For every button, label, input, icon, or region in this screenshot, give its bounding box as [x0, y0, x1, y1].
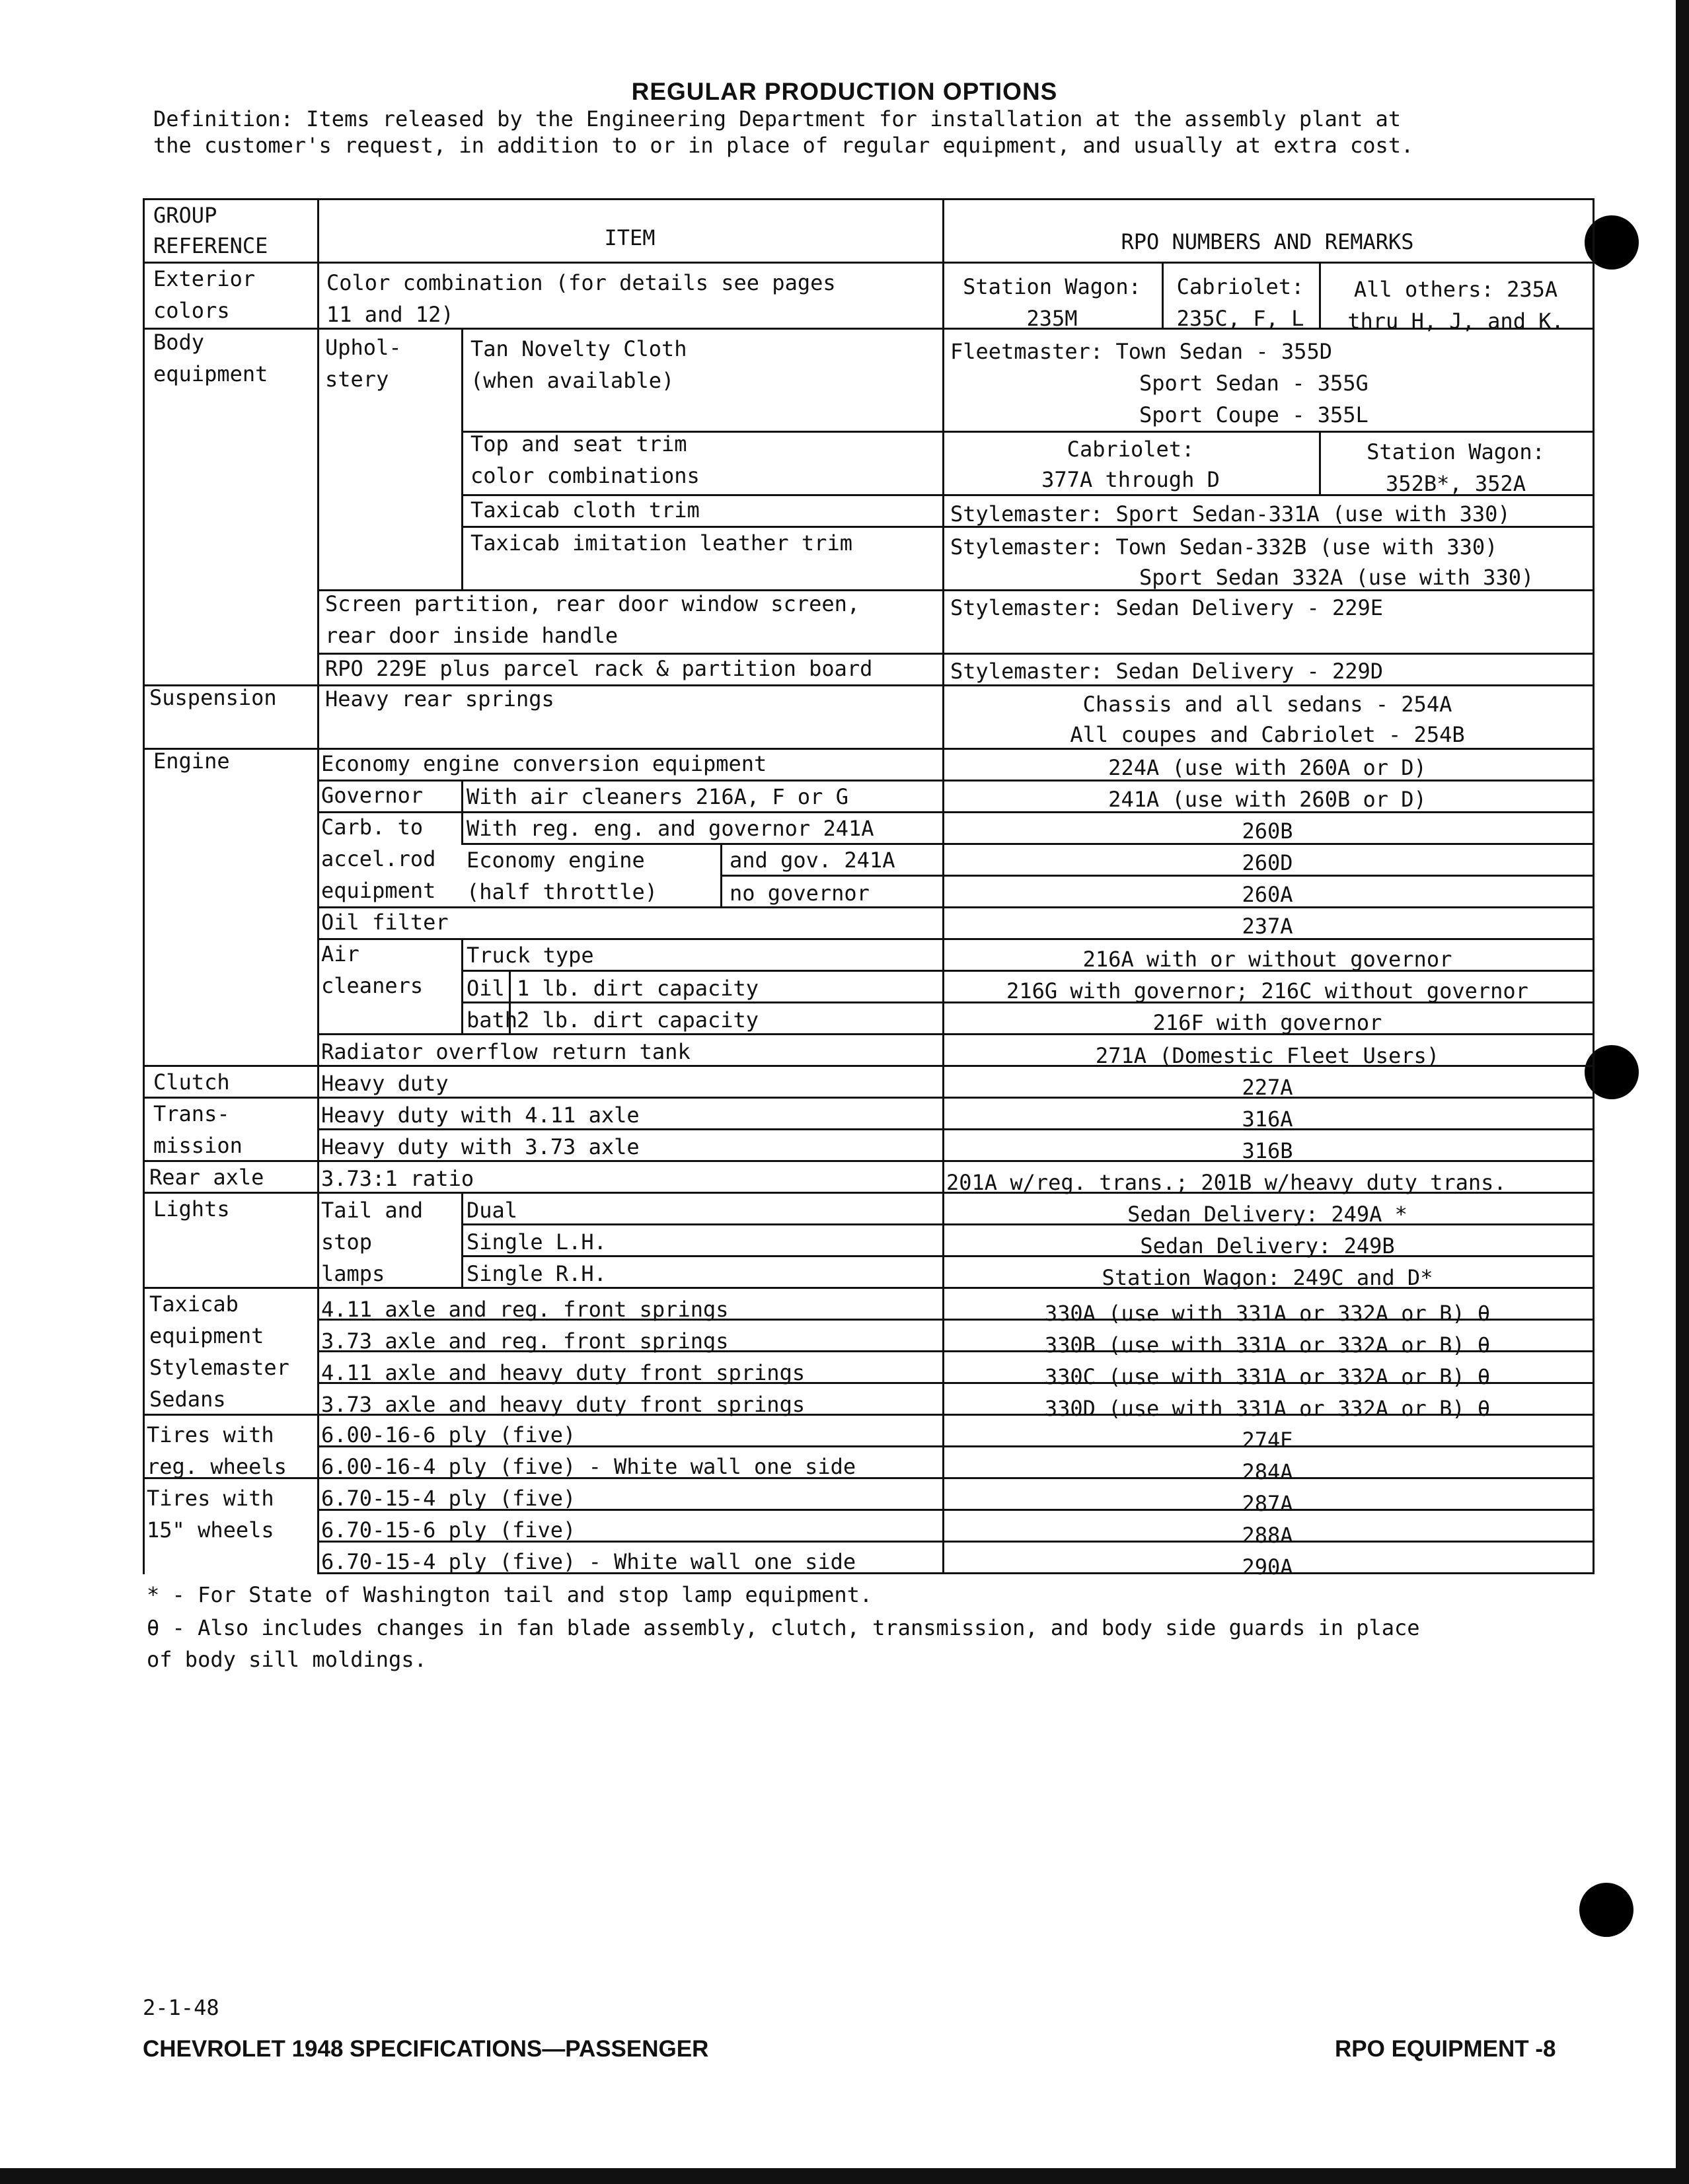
rpo-text: 274E [1242, 1428, 1293, 1453]
table-rule [720, 843, 722, 906]
header-remarks: RPO NUMBERS AND REMARKS [1121, 229, 1414, 254]
rpo-text: 260B [1242, 819, 1293, 844]
rpo-text: 216F with governor [1152, 1010, 1382, 1035]
definition-paragraph [153, 106, 1594, 159]
rpo-text: Station Wagon: [963, 274, 1141, 299]
rpo-text: 330B (use with 331A or 332A or B) θ [1044, 1332, 1491, 1358]
item-text: Heavy rear springs [325, 686, 554, 711]
table-rule [143, 198, 145, 1574]
group-label: Taxicab [149, 1292, 239, 1317]
item-text: stery [325, 367, 389, 392]
footer-date: 2-1-48 [143, 1995, 219, 2020]
group-label: Tires with [147, 1422, 274, 1447]
group-label: Body [153, 330, 205, 355]
rpo-text: 330D (use with 331A or 332A or B) θ [1044, 1396, 1491, 1421]
rpo-text: 284A [1242, 1459, 1293, 1484]
item-text: Single L.H. [467, 1229, 607, 1255]
group-label: Tires with [147, 1486, 274, 1511]
item-text: Single R.H. [467, 1261, 607, 1286]
rpo-text: 316B [1242, 1138, 1293, 1163]
item-text: Governor [321, 783, 424, 808]
rpo-text: 271A (Domestic Fleet Users) [1095, 1043, 1440, 1068]
item-text: Taxicab imitation leather trim [470, 530, 852, 556]
item-text: rear door inside handle [325, 623, 619, 648]
item-text: (when available) [470, 368, 675, 393]
rpo-text: 260A [1242, 882, 1293, 907]
rpo-text: 224A (use with 260A or D) [1108, 755, 1427, 780]
rpo-text: Station Wagon: 249C and D* [1102, 1265, 1433, 1290]
rpo-text: Sedan Delivery: 249B [1140, 1233, 1395, 1258]
item-text: With reg. eng. and governor 241A [467, 816, 874, 841]
item-text: 3.73 axle and heavy duty front springs [321, 1392, 806, 1417]
rpo-text: Stylemaster: Sedan Delivery - 229D [950, 659, 1384, 684]
item-text: 4.11 axle and reg. front springs [321, 1297, 729, 1322]
footnote-theta-cont: of body sill moldings. [147, 1647, 427, 1672]
rpo-text: Stylemaster: Town Sedan-332B (use with 330) [950, 534, 1498, 560]
item-text: Oil filter [321, 910, 449, 935]
item-text: 11 and 12) [326, 302, 454, 327]
punch-hole-bottom [1579, 1883, 1633, 1937]
rpo-text: 260D [1242, 850, 1293, 875]
item-text: Carb. to [321, 815, 424, 840]
item-text: 3.73:1 ratio [321, 1166, 474, 1191]
rpo-text: Sport Sedan 332A (use with 330) [1139, 565, 1534, 590]
rpo-text: All others: 235A [1353, 277, 1558, 302]
item-text: Dual [467, 1198, 518, 1223]
header-group: GROUP [153, 203, 217, 228]
definition-line: Definition: Items released by the Engineering Department for installation at the assembly plant at [153, 106, 1402, 131]
rpo-text: 352B*, 352A [1386, 471, 1526, 496]
rpo-text: 241A (use with 260B or D) [1108, 787, 1427, 812]
item-text: Air [321, 941, 359, 966]
item-text: Heavy duty with 4.11 axle [321, 1103, 640, 1128]
group-label: Lights [153, 1196, 230, 1221]
group-label: Engine [153, 748, 230, 774]
page-edge-bottom [0, 2168, 1689, 2184]
item-text: color combinations [470, 463, 700, 488]
rpo-text: thru H, J, and K. [1347, 309, 1564, 334]
rpo-text: Fleetmaster: Town Sedan - 355D [950, 339, 1332, 364]
item-text: Oil [467, 976, 505, 1001]
item-text: Heavy duty with 3.73 axle [321, 1134, 640, 1159]
table-rule [143, 198, 1594, 200]
group-label: Suspension [149, 685, 277, 710]
group-label: Trans- [153, 1101, 230, 1126]
item-text: Economy engine conversion equipment [321, 751, 767, 776]
rpo-text: Station Wagon: [1367, 439, 1545, 464]
rpo-text: Sport Sedan - 355G [1139, 371, 1369, 396]
rpo-text: Chassis and all sedans - 254A [1082, 692, 1452, 717]
item-text: With air cleaners 216A, F or G [467, 784, 848, 809]
rpo-text: 330C (use with 331A or 332A or B) θ [1044, 1364, 1491, 1389]
item-text: no governor [730, 881, 870, 906]
group-label: reg. wheels [147, 1454, 287, 1479]
rpo-text: All coupes and Cabriolet - 254B [1070, 722, 1465, 747]
item-text: (half throttle) [467, 879, 657, 904]
item-text: stop [321, 1229, 373, 1255]
item-text: bath [467, 1007, 518, 1033]
rpo-text: 201A w/reg. trans.; 201B w/heavy duty trans. [946, 1170, 1507, 1195]
item-text: 1 lb. dirt capacity [517, 976, 759, 1001]
item-text: 3.73 axle and reg. front springs [321, 1329, 729, 1354]
item-text: Tan Novelty Cloth [470, 336, 687, 361]
rpo-text: Stylemaster: Sport Sedan-331A (use with 330) [950, 501, 1511, 527]
item-text: 6.00-16-4 ply (five) - White wall one side [321, 1454, 856, 1479]
table-rule [143, 262, 1594, 264]
item-text: cleaners [321, 973, 424, 998]
group-label: Exterior [153, 266, 256, 291]
rpo-text: 287A [1242, 1491, 1293, 1516]
header-group: REFERENCE [153, 233, 268, 258]
item-text: Heavy duty [321, 1071, 449, 1096]
rpo-text: 377A through D [1041, 467, 1220, 492]
table-rule [461, 938, 463, 1033]
item-text: Screen partition, rear door window screen, [325, 591, 860, 616]
rpo-text: 227A [1242, 1075, 1293, 1100]
footer-right: RPO EQUIPMENT -8 [1335, 2036, 1556, 2062]
group-label: Stylemaster [149, 1355, 289, 1380]
table-rule [461, 328, 463, 589]
rpo-text: 237A [1242, 914, 1293, 939]
item-text: 6.70-15-4 ply (five) [321, 1486, 576, 1511]
rpo-text: Cabriolet: [1176, 274, 1304, 299]
item-text: accel.rod [321, 846, 436, 871]
rpo-text: 330A (use with 331A or 332A or B) θ [1044, 1301, 1491, 1326]
rpo-text: 235C, F, L [1176, 306, 1304, 331]
item-text: Economy engine [467, 848, 645, 873]
item-text: Uphol- [325, 335, 402, 360]
rpo-text: 216A with or without governor [1082, 947, 1452, 972]
item-text: Radiator overflow return tank [321, 1039, 691, 1064]
item-text: RPO 229E plus parcel rack & partition board [325, 656, 873, 681]
item-text: 6.00-16-6 ply (five) [321, 1422, 576, 1447]
item-text: 6.70-15-6 ply (five) [321, 1517, 576, 1543]
table-rule [317, 198, 319, 1574]
item-text: Top and seat trim [470, 431, 687, 456]
definition-line: the customer's request, in addition to or in place of regular equipment, and usually at extra cost. [153, 133, 1414, 158]
item-text: Color combination (for details see pages [326, 270, 836, 295]
table-rule [1593, 198, 1595, 1574]
item-text: lamps [321, 1261, 385, 1286]
rpo-text: 235M [1026, 306, 1078, 331]
item-text: and gov. 241A [730, 848, 895, 873]
rpo-text: Sport Coupe - 355L [1139, 402, 1369, 427]
page-title: REGULAR PRODUCTION OPTIONS [631, 78, 1058, 105]
page-edge-right [1676, 0, 1689, 2184]
rpo-text: Cabriolet: [1067, 437, 1195, 462]
rpo-text: Stylemaster: Sedan Delivery - 229E [950, 595, 1384, 620]
footer-left: CHEVROLET 1948 SPECIFICATIONS—PASSENGER [143, 2036, 709, 2062]
group-label: mission [153, 1133, 243, 1158]
rpo-text: 290A [1242, 1554, 1293, 1580]
item-text: 2 lb. dirt capacity [517, 1007, 759, 1033]
item-text: 6.70-15-4 ply (five) - White wall one side [321, 1549, 856, 1574]
item-text: Tail and [321, 1198, 424, 1223]
footnote-star: * - For State of Washington tail and stop lamp equipment. [147, 1582, 873, 1607]
header-item: ITEM [604, 225, 656, 250]
group-label: equipment [149, 1323, 264, 1348]
rpo-text: 216G with governor; 216C without governor [1006, 978, 1528, 1003]
table-rule [461, 780, 463, 843]
group-label: Clutch [153, 1070, 230, 1095]
group-label: equipment [153, 361, 268, 386]
group-label: Rear axle [149, 1165, 264, 1190]
item-text: Truck type [467, 943, 594, 968]
group-label: colors [153, 298, 230, 323]
footnote-theta: θ - Also includes changes in fan blade assembly, clutch, transmission, and body side guards in place [147, 1615, 1420, 1640]
item-text: equipment [321, 878, 436, 903]
table-rule [461, 1192, 463, 1287]
group-label: 15" wheels [147, 1517, 274, 1543]
rpo-text: 316A [1242, 1107, 1293, 1132]
rpo-text: 288A [1242, 1523, 1293, 1548]
group-label: Sedans [149, 1387, 226, 1412]
item-text: 4.11 axle and heavy duty front springs [321, 1360, 806, 1385]
item-text: Taxicab cloth trim [470, 497, 700, 523]
rpo-text: Sedan Delivery: 249A * [1127, 1202, 1408, 1227]
